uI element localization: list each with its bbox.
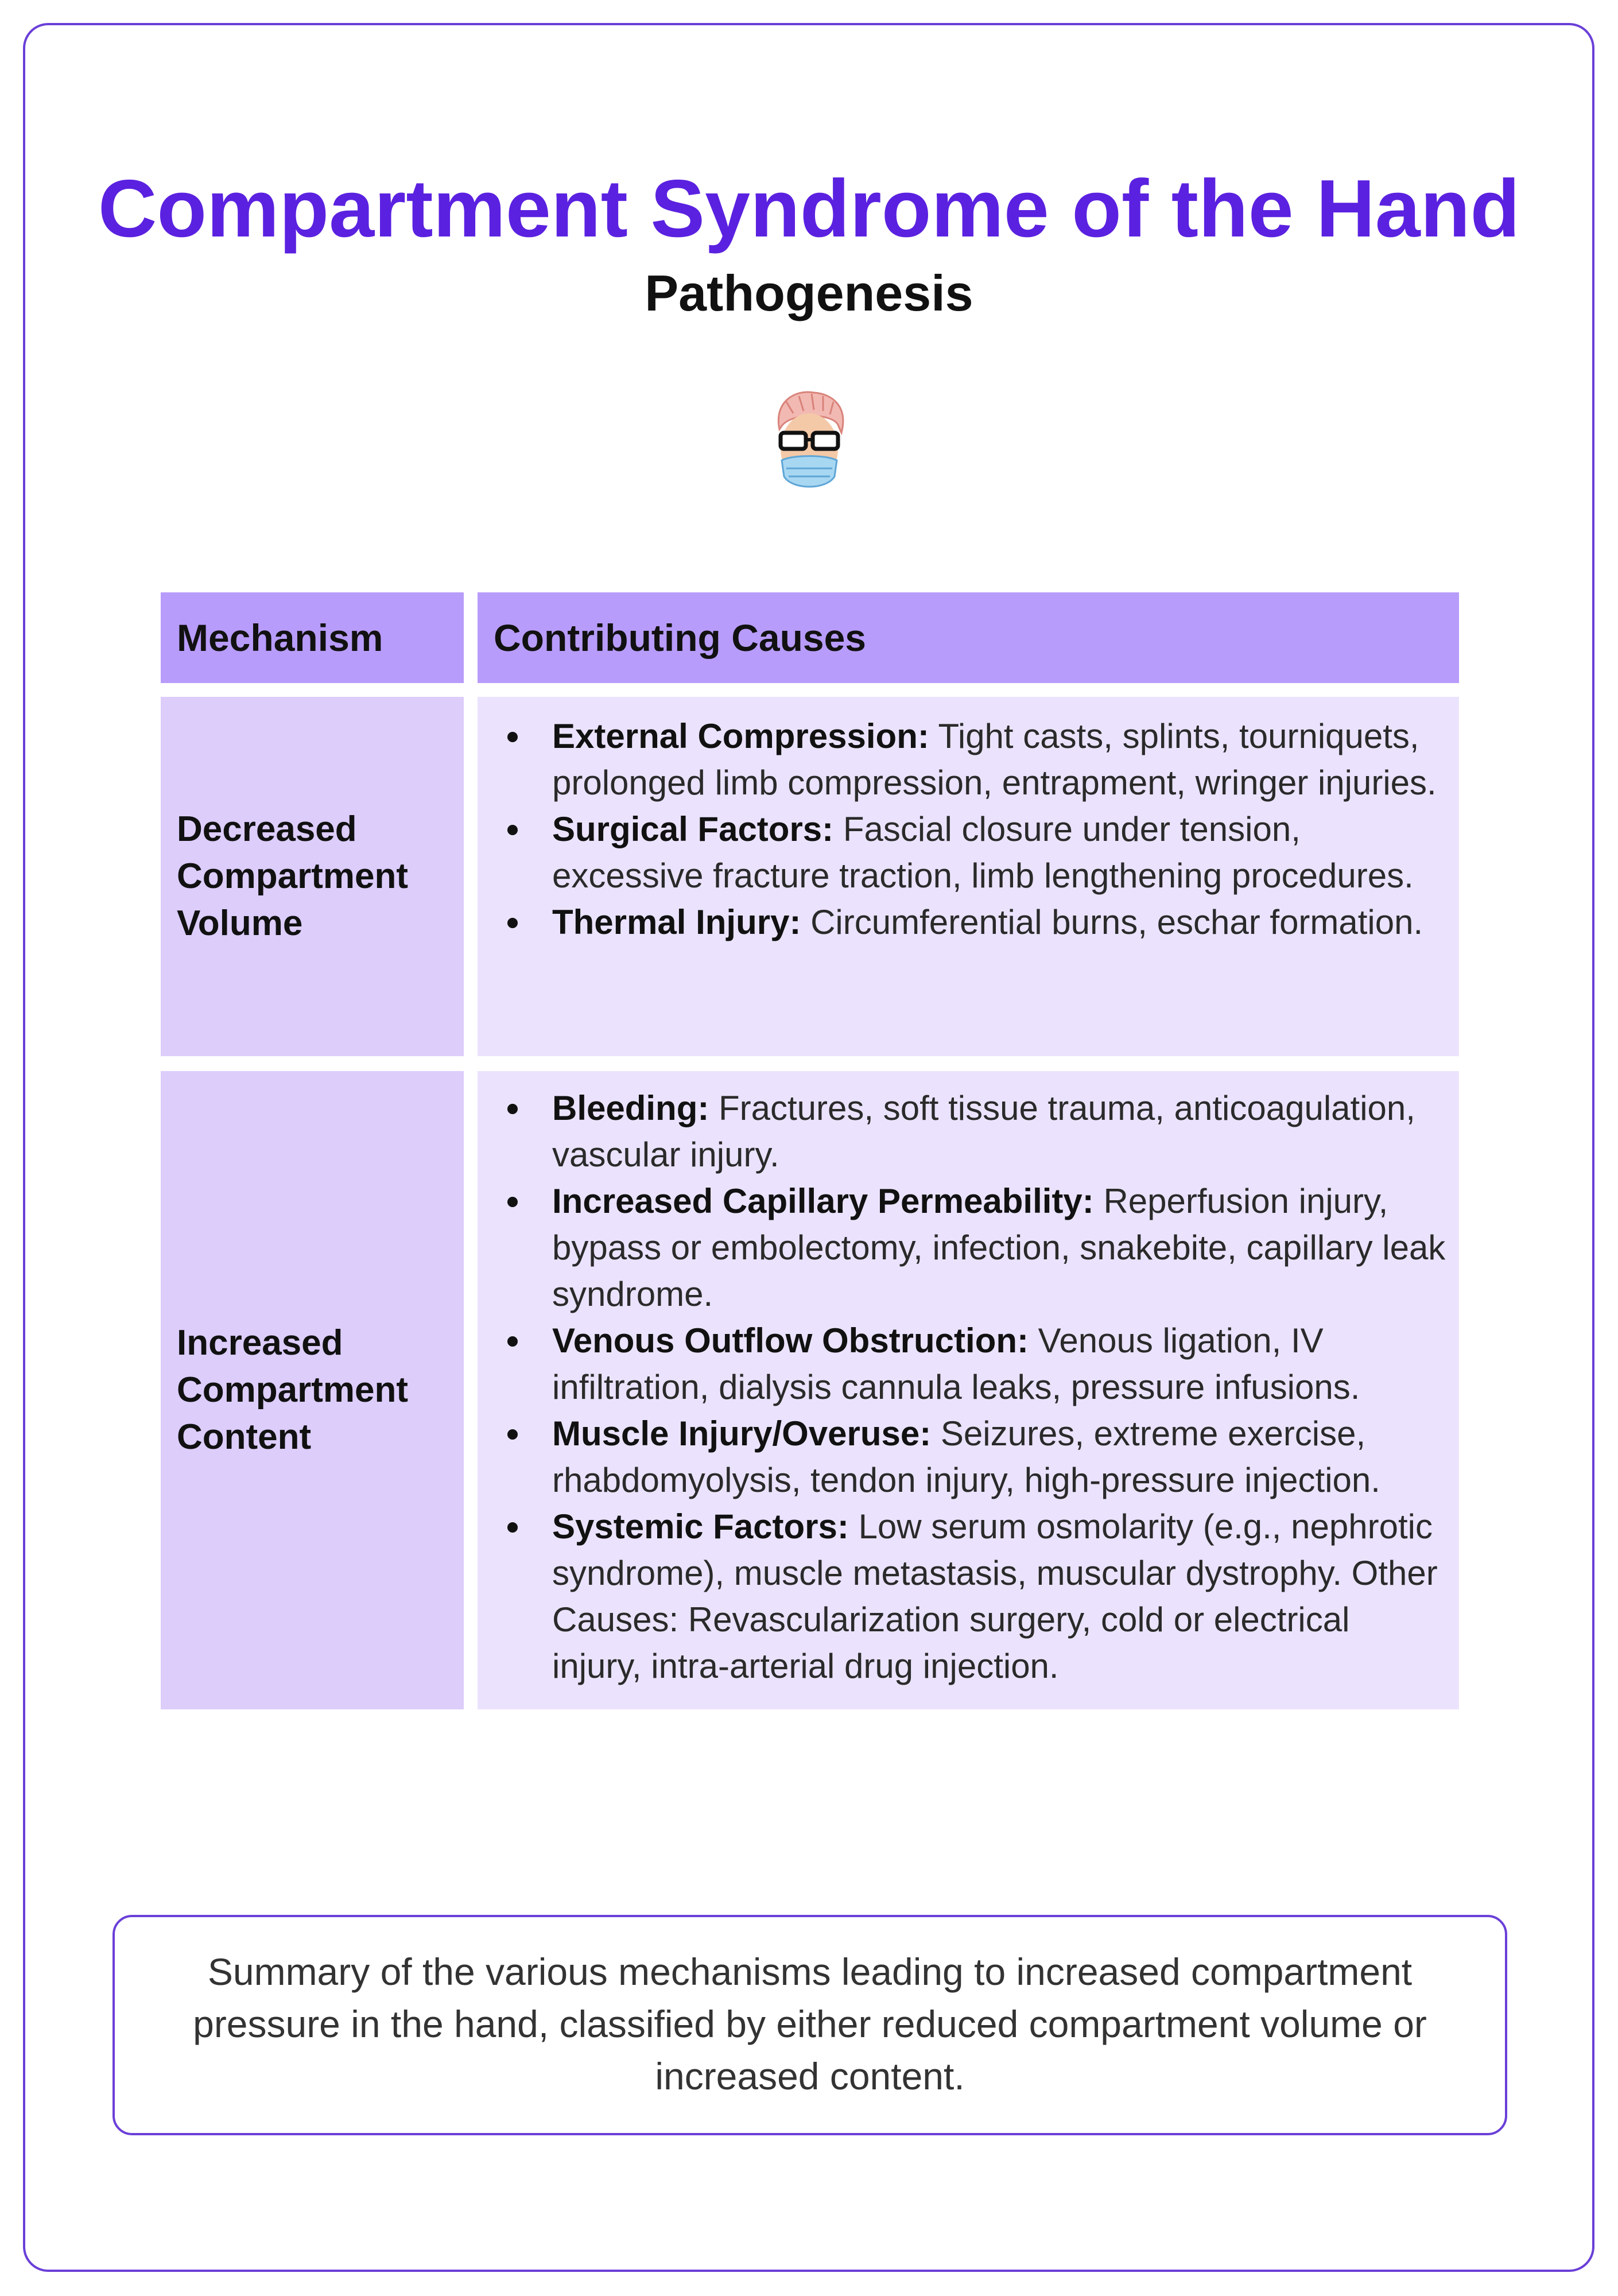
cause-term: Increased Capillary Permeability: (552, 1182, 1094, 1220)
cause-term: Venous Outflow Obstruction: (552, 1321, 1029, 1360)
cause-detail: Fascial closure under tension, excessive fracture traction, limb lengthening procedures. (552, 810, 1414, 895)
mechanism-label: Decreased Compartment Volume (177, 809, 409, 943)
causes-list (552, 1085, 1448, 1689)
list-item (552, 1317, 1448, 1410)
list-item (552, 713, 1448, 806)
cause-detail: Low serum osmolarity (e.g., nephrotic syndrome), muscle metastasis, muscular dystrophy. Other Causes: Revascularization surgery, cold or electrical injury, intra-arterial drug injection. (552, 1507, 1438, 1685)
cause-detail: Seizures, extreme exercise, rhabdomyolysis, tendon injury, high-pressure injection. (552, 1414, 1380, 1499)
cause-detail: Fractures, soft tissue trauma, anticoagulation, vascular injury. (552, 1089, 1415, 1174)
column-header-causes (478, 592, 1459, 683)
list-item (552, 899, 1448, 945)
cause-detail: Venous ligation, IV infiltration, dialysis cannula leaks, pressure infusions. (552, 1321, 1360, 1406)
cause-term: Systemic Factors: (552, 1507, 849, 1546)
mechanism-cell-decreased-volume (161, 697, 464, 1056)
list-item (552, 1085, 1448, 1178)
doctor-avatar-icon (763, 385, 855, 499)
cause-term: Bleeding: (552, 1089, 709, 1127)
list-item (552, 1410, 1448, 1503)
causes-list (552, 713, 1448, 945)
mechanism-label: Increased Compartment Content (177, 1323, 409, 1457)
cause-detail: Tight casts, splints, tourniquets, prolonged limb compression, entrapment, wringer injuries. (552, 717, 1437, 802)
cause-term: Surgical Factors: (552, 810, 834, 848)
mechanism-cell-increased-content (161, 1071, 464, 1709)
cause-term: Thermal Injury: (552, 903, 801, 941)
list-item (552, 806, 1448, 899)
summary-box (112, 1915, 1507, 2135)
list-item (552, 1503, 1448, 1689)
cause-term: Muscle Injury/Overuse: (552, 1414, 932, 1453)
cause-term: External Compression: (552, 717, 929, 755)
page-title: Compartment Syndrome of the Hand (98, 163, 1520, 254)
cause-detail: Reperfusion injury, bypass or embolectomy, infection, snakebite, capillary leak syndrome. (552, 1182, 1446, 1313)
page-subtitle: Pathogenesis (645, 265, 973, 321)
column-header-label: Contributing Causes (494, 616, 867, 659)
summary-text: Summary of the various mechanisms leading to increased compartment pressure in the hand, classified by either reduced compartment volume or increased content. (193, 1950, 1427, 2097)
cause-detail: Circumferential burns, eschar formation. (810, 903, 1423, 941)
list-item (552, 1178, 1448, 1317)
causes-cell-increased-content (478, 1071, 1459, 1709)
column-header-mechanism (161, 592, 464, 683)
causes-cell-decreased-volume (478, 697, 1459, 1056)
column-header-label: Mechanism (177, 616, 383, 659)
